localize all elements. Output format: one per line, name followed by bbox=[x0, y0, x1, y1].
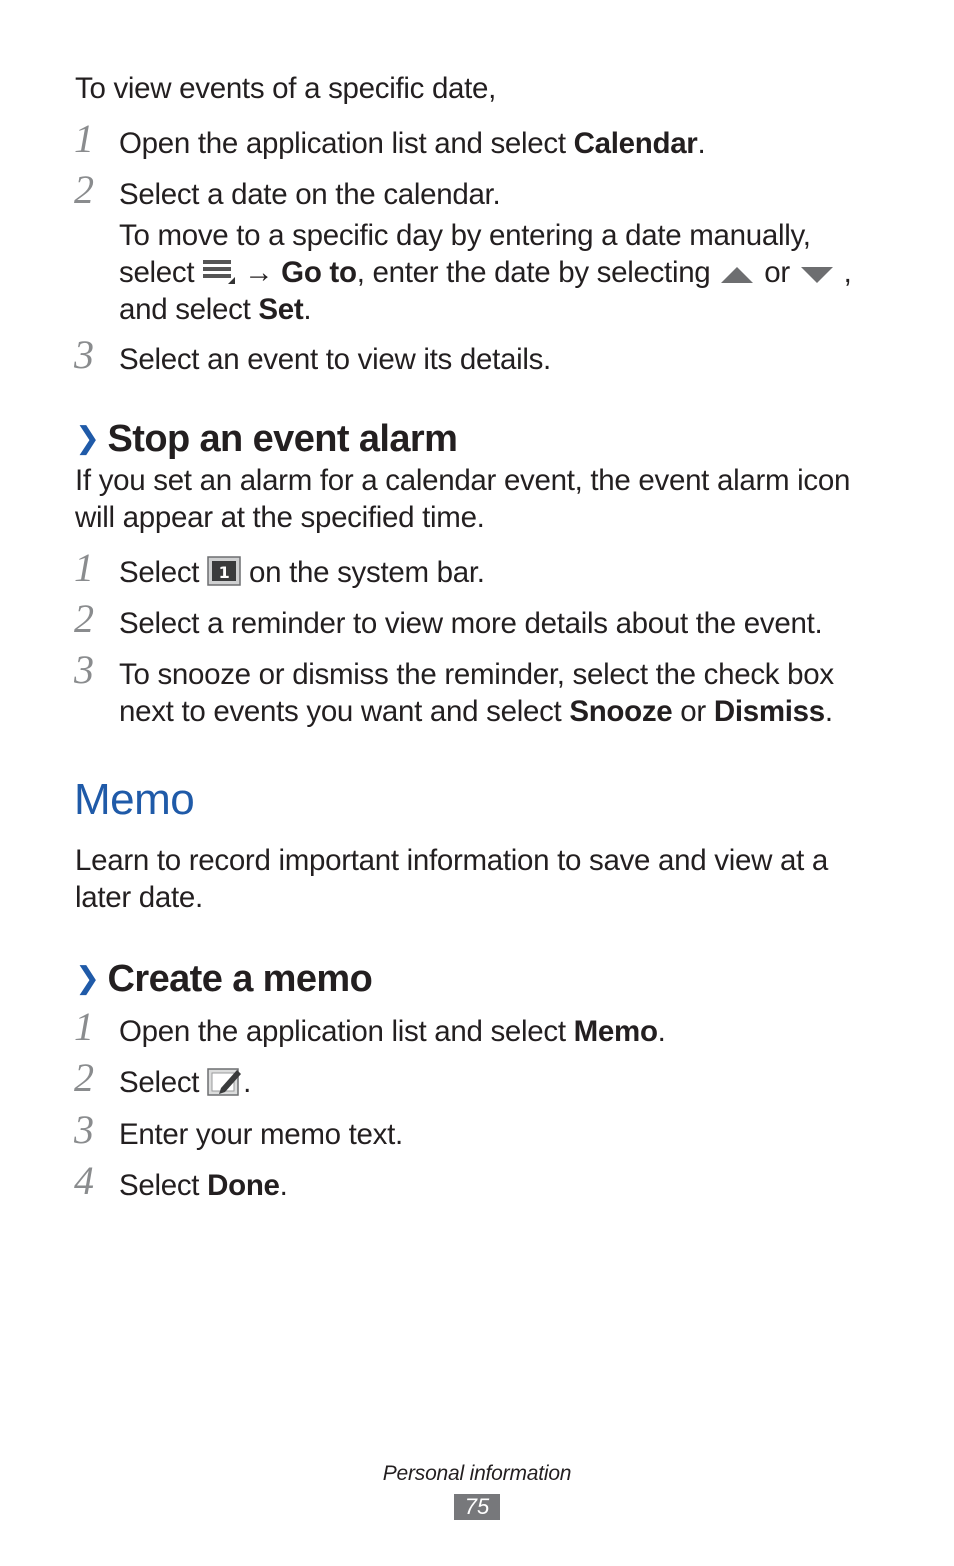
step-number: 2 bbox=[74, 167, 94, 212]
stop-alarm-heading: ❯ Stop an event alarm bbox=[75, 418, 458, 460]
memo-title: Memo bbox=[74, 775, 195, 824]
step-number: 2 bbox=[74, 596, 94, 641]
create-memo-heading: ❯ Create a memo bbox=[75, 958, 373, 1000]
step-number: 3 bbox=[74, 332, 94, 377]
step-number: 3 bbox=[74, 1107, 94, 1152]
snooze-label: Snooze bbox=[569, 695, 673, 728]
svg-text:1: 1 bbox=[218, 563, 230, 583]
go-to-label: Go to bbox=[281, 256, 357, 289]
chevron-right-icon: ❯ bbox=[75, 422, 100, 455]
intro-text: To view events of a specific date, bbox=[75, 72, 497, 105]
calendar-label: Calendar bbox=[573, 127, 698, 160]
menu-list-icon bbox=[202, 257, 236, 285]
manual-page: To view events of a specific date, 1 Open the application list and select Calendar. 2 Select a date on the calendar. To move to a specific day by entering a date manually, select → Go to, enter the date by selecting or , and select Set. 3 Select an event to view its details. ❯ Stop an event alarm If you set an alarm for a calendar event, the event alarm icon will appear at the specified time. 1 Select 1 on the system bar. 2 Select a reminder to view more details about the event. 3 To snooze or dismiss the reminder, select the check box next to events you want and select Snooze or Dismiss. Memo Learn to record important information to save and view at a later date. ❯ Create a memo 1 Open the application list and select Memo. 2 Select . 3 Enter your memo text. 4 Select Done. Personal information 75 bbox=[0, 0, 954, 1566]
memo-description: Learn to record important information to save and view at a later date. bbox=[75, 844, 828, 914]
notification-icon bbox=[207, 556, 241, 586]
done-label: Done bbox=[207, 1169, 280, 1202]
dismiss-label: Dismiss bbox=[713, 695, 825, 728]
step-number: 1 bbox=[74, 1004, 94, 1049]
chevron-right-icon: ❯ bbox=[75, 962, 100, 995]
alarm-description: If you set an alarm for a calendar event, the event alarm icon will appear at the specified time. bbox=[75, 464, 851, 534]
step-number: 1 bbox=[74, 116, 94, 161]
step-number: 3 bbox=[74, 647, 94, 692]
arrow-down-icon bbox=[798, 259, 836, 283]
step-number: 4 bbox=[74, 1158, 94, 1203]
step-number: 2 bbox=[74, 1055, 94, 1100]
footer-section-title: Personal information bbox=[382, 1462, 572, 1485]
page-number: 75 bbox=[454, 1494, 500, 1520]
set-label: Set bbox=[258, 293, 304, 326]
create-memo-icon bbox=[207, 1066, 243, 1096]
memo-label: Memo bbox=[573, 1015, 658, 1048]
arrow-up-icon bbox=[718, 259, 756, 283]
step-number: 1 bbox=[74, 545, 94, 590]
